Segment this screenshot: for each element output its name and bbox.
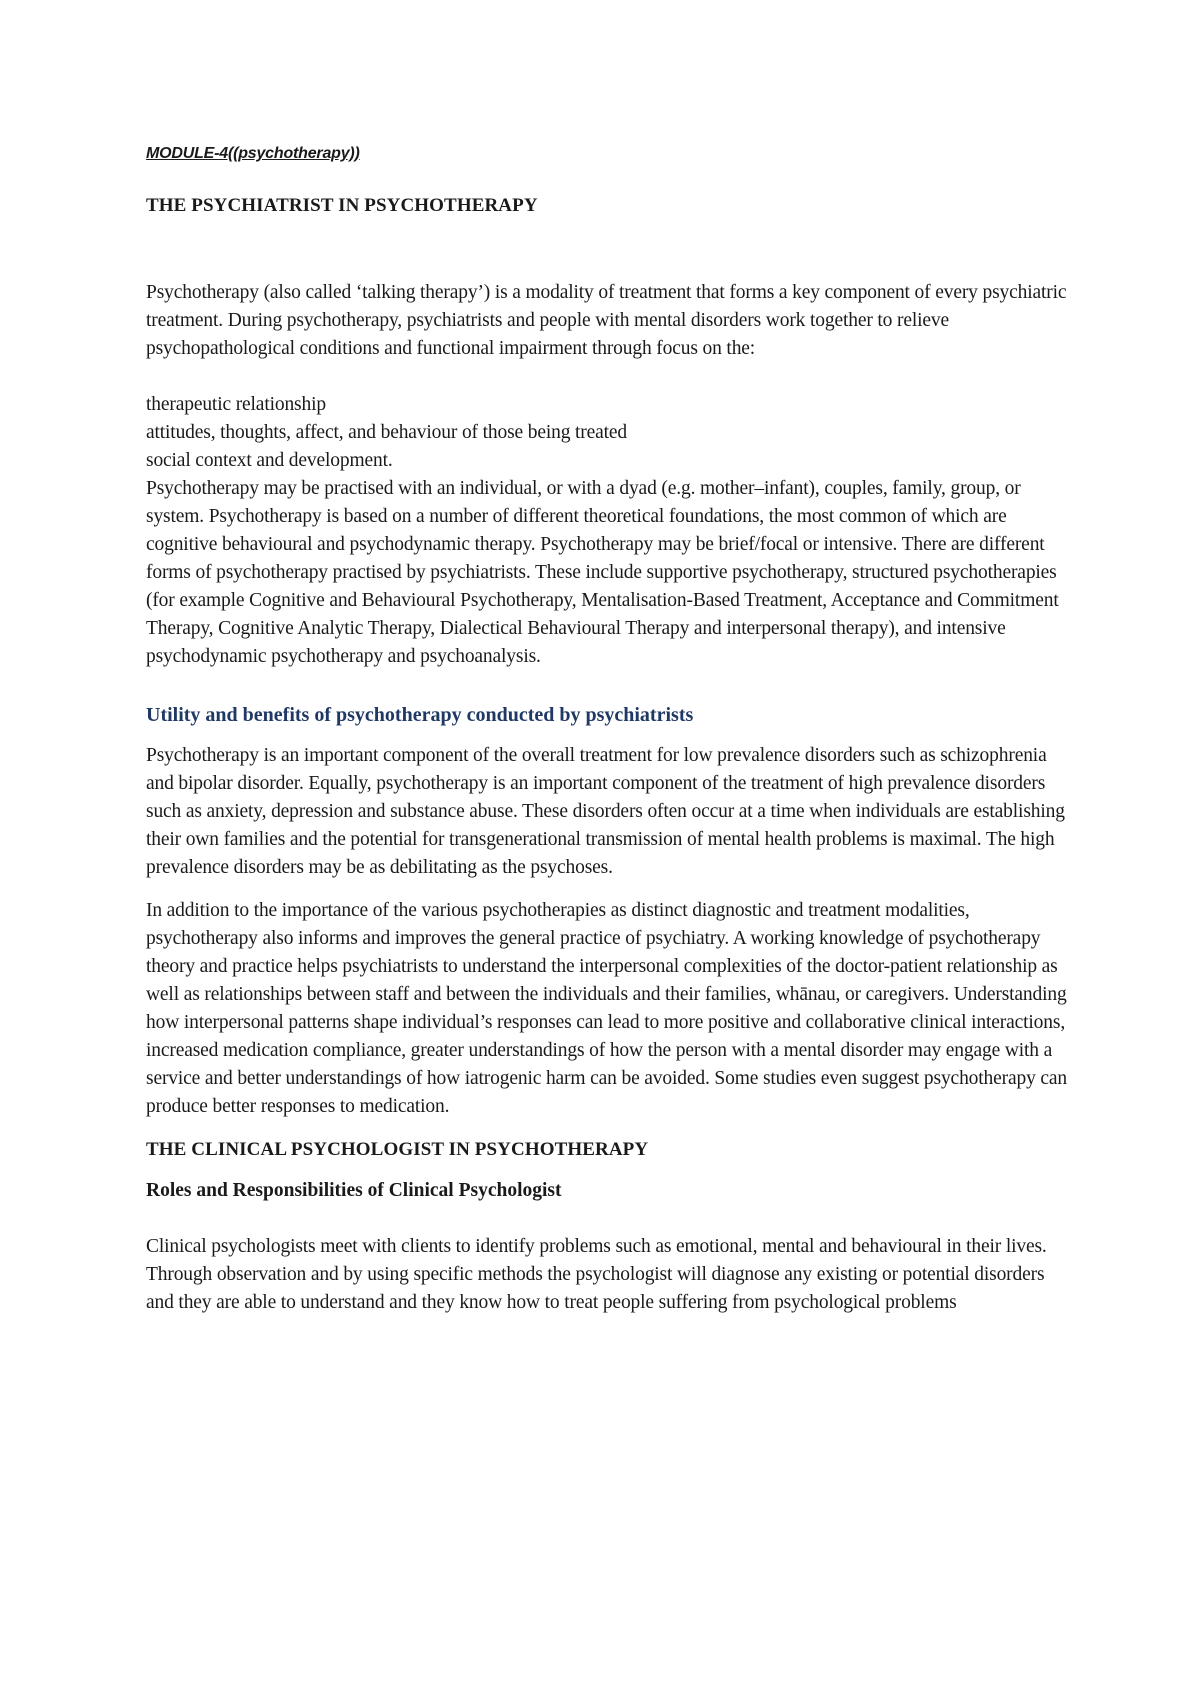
utility-heading: Utility and benefits of psychotherapy conducted by psychiatrists bbox=[146, 704, 694, 726]
roles-paragraph: Clinical psychologists meet with clients to identify problems such as emotional, mental and behavioural in their lives. Through observation and by using specific methods the psychologist will diagnose any existing or potential disorders and they are able to understand and they know how to treat people suffering from psychological problems bbox=[146, 1236, 1047, 1313]
module-title: MODULE-4((psychotherapy)) bbox=[146, 145, 360, 162]
forms-paragraph: Psychotherapy may be practised with an individual, or with a dyad (e.g. mother–infant), couples, family, group, or system. Psychotherapy is based on a number of different theoretical foundations, the most common of which are cognitive behavioural and psychodynamic therapy. Psychotherapy may be brief/focal or intensive. There are different forms of psychotherapy practised by psychiatrists. These include supportive psychotherapy, structured psychotherapies (for example Cognitive and Behavioural Psychotherapy, Mentalisation-Based Treatment, Acceptance and Commitment Therapy, Cognitive Analytic Therapy, Dialectical Behavioural Therapy and interpersonal therapy), and intensive psychodynamic psychotherapy and psychoanalysis. bbox=[146, 478, 1059, 667]
document-body bbox=[146, 144, 1076, 1317]
utility-paragraph-1: Psychotherapy is an important component of the overall treatment for low prevalence disorders such as schizophrenia and bipolar disorder. Equally, psychotherapy is an important component of the treatment of high prevalence disorders such as anxiety, depression and substance abuse. These disorders often occur at a time when individuals are establishing their own families and the potential for transgenerational transmission of mental health problems is maximal. The high prevalence disorders may be as debilitating as the psychoses. bbox=[146, 745, 1065, 878]
list-item: social context and development. bbox=[146, 450, 393, 471]
focus-list bbox=[146, 391, 1076, 475]
list-item: therapeutic relationship bbox=[146, 394, 326, 415]
list-item: attitudes, thoughts, affect, and behaviour of those being treated bbox=[146, 422, 628, 443]
intro-paragraph: Psychotherapy (also called ‘talking therapy’) is a modality of treatment that forms a key component of every psychiatric treatment. During psychotherapy, psychiatrists and people with mental disorders work together to relieve psychopathological conditions and functional impairment through focus on the: bbox=[146, 282, 1067, 359]
section-heading-clinical-psychologist: THE CLINICAL PSYCHOLOGIST IN PSYCHOTHERAPY bbox=[146, 1139, 649, 1160]
roles-subheading: Roles and Responsibilities of Clinical Psychologist bbox=[146, 1180, 562, 1201]
utility-paragraph-2: In addition to the importance of the various psychotherapies as distinct diagnostic and treatment modalities, psychotherapy also informs and improves the general practice of psychiatry. A working knowledge of psychotherapy theory and practice helps psychiatrists to understand the interpersonal complexities of the doctor-patient relationship as well as relationships between staff and between the individuals and their families, whānau, or caregivers. Understanding how interpersonal patterns shape individual’s responses can lead to more positive and collaborative clinical interactions, increased medication compliance, greater understandings of how the person with a mental disorder may engage with a service and better understandings of how iatrogenic harm can be avoided. Some studies even suggest psychotherapy can produce better responses to medication. bbox=[146, 900, 1068, 1117]
section-heading-psychiatrist: THE PSYCHIATRIST IN PSYCHOTHERAPY bbox=[146, 195, 538, 216]
